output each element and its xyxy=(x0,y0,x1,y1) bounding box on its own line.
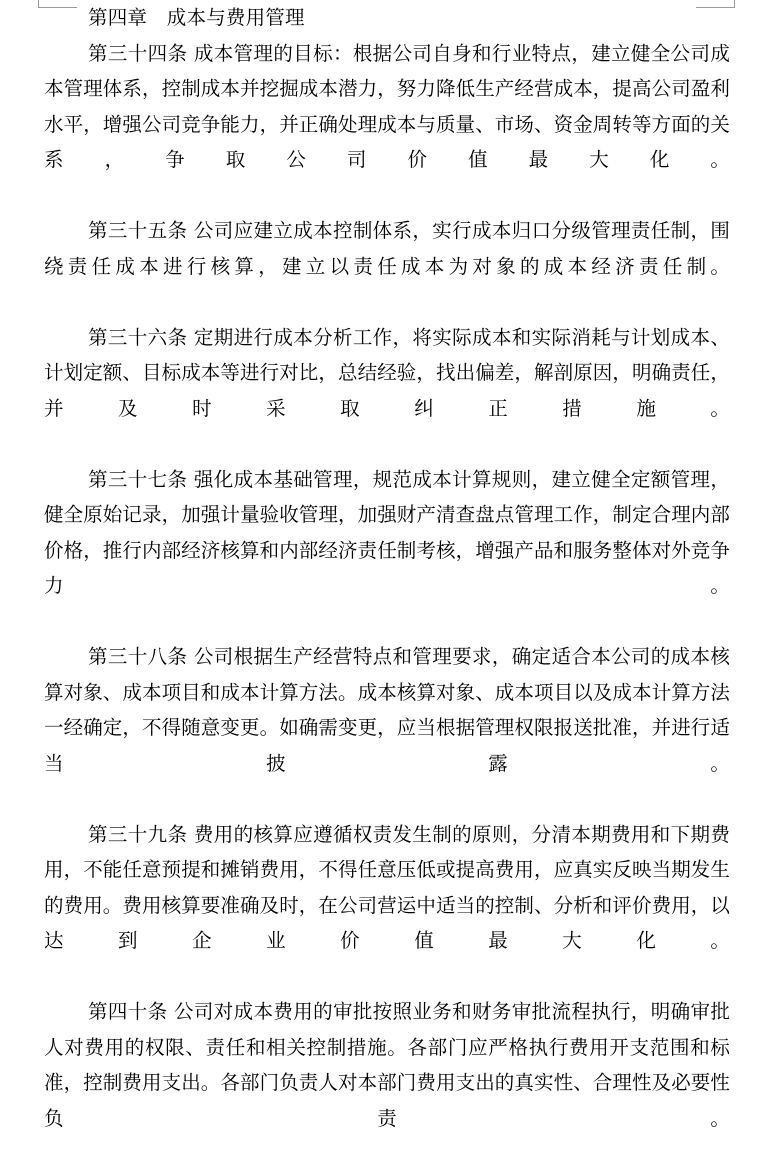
article-paragraph: 第三十五条 公司应建立成本控制体系，实行成本归口分级管理责任制，围绕责任成本进行核算，建立以责任成本为对象的成本经济责任制。 xyxy=(44,219,730,278)
article-paragraph: 第三十六条 定期进行成本分析工作，将实际成本和实际消耗与计划成本、计划定额、目标成本等进行对比，总结经验，找出偏差，解剖原因，明确责任，并及时采取纠正措施。 xyxy=(44,325,731,420)
article-paragraph: 第三十九条 费用的核算应遵循权责发生制的原则，分清本期费用和下期费用，不能任意预提和摊销费用，不得任意压低或提高费用，应真实反映当期发生的费用。费用核算要准确及时，在公司营运中适当的控制、分析和评价费用，以达到企业价值最大化。 xyxy=(44,822,731,952)
article-paragraph: 第三十四条 成本管理的目标：根据公司自身和行业特点，建立健全公司成本管理体系，控制成本并挖掘成本潜力，努力降低生产经营成本，提高公司盈利水平，增强公司竞争能力，并正确处理成本与质量、市场、资金周转等方面的关系，争取公司价值最大化。 xyxy=(44,41,731,171)
article-paragraph: 第三十八条 公司根据生产经营特点和管理要求，确定适合本公司的成本核算对象、成本项目和成本计算方法。成本核算对象、成本项目以及成本计算方法一经确定，不得随意变更。如确需变更，应当根据管理权限报送批准，并进行适当披露。 xyxy=(44,645,731,775)
article-paragraph: 第四十条 公司对成本费用的审批按照业务和财务审批流程执行，明确审批人对费用的权限、责任和相关控制措施。各部门应严格执行费用开支范围和标准，控制费用支出。各部门负责人对本部门费用支出的真实性、合理性及必要性负责。 xyxy=(44,1000,731,1130)
chapter-heading: 第四章 成本与费用管理 xyxy=(88,6,305,29)
article-paragraph: 第三十七条 强化成本基础管理，规范成本计算规则，建立健全定额管理，健全原始记录，加强计量验收管理，加强财产清查盘点管理工作，制定合理内部价格，推行内部经济核算和内部经济责任制考核，增强产品和服务整体对外竞争力。 xyxy=(44,467,731,597)
document-body xyxy=(44,0,730,1172)
